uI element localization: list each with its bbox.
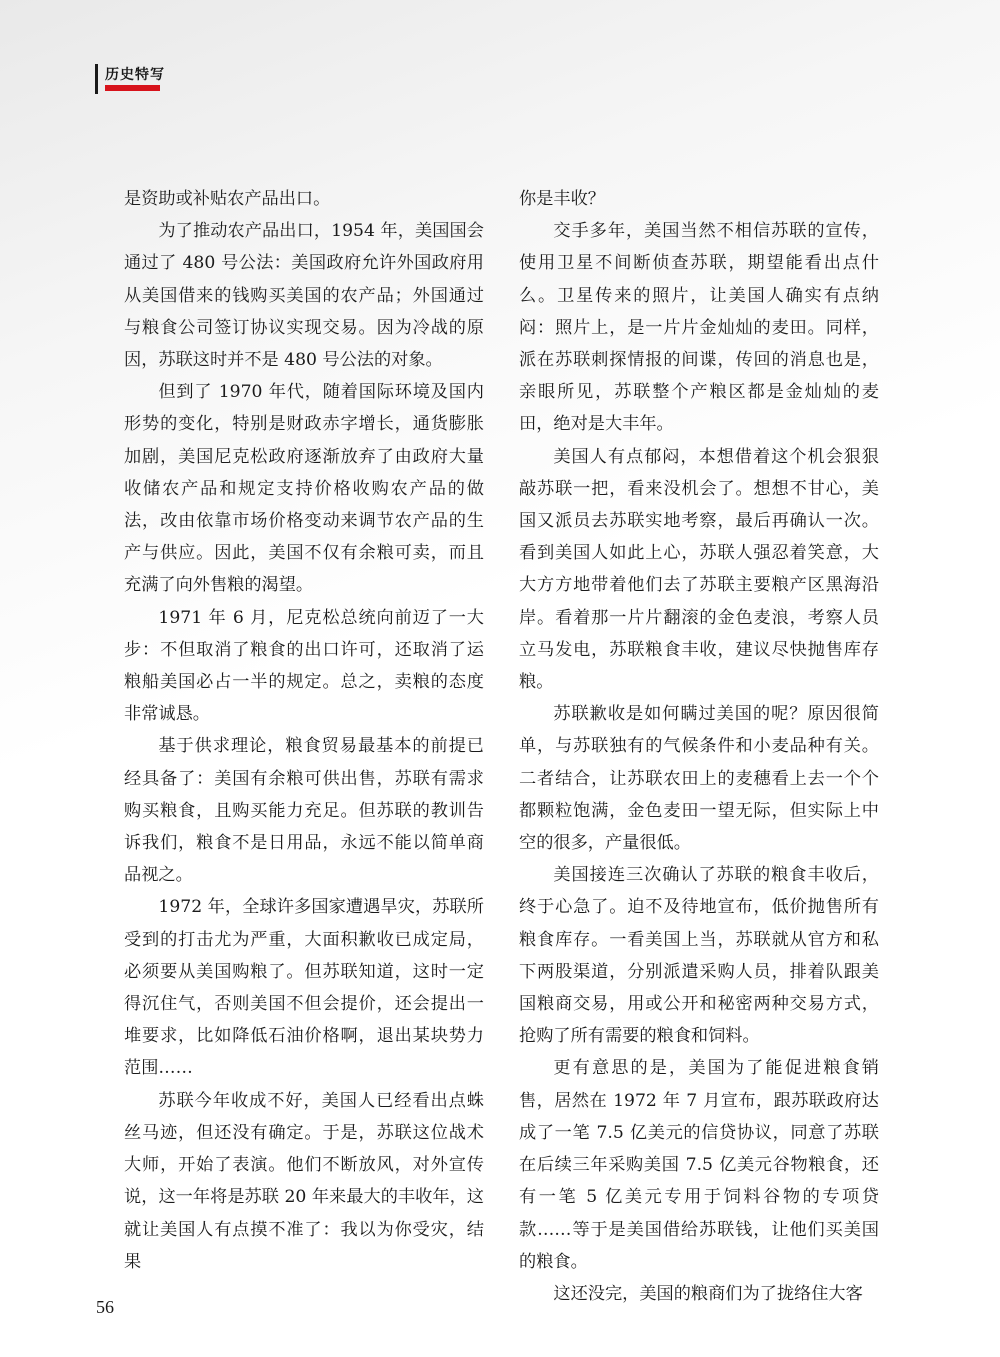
section-title: 历史特写 <box>105 67 165 83</box>
paragraph: 交手多年，美国当然不相信苏联的宣传，使用卫星不间断侦查苏联，期望能看出点什么。卫星传来的照片，让美国人确实有点纳闷：照片上，是一片片金灿灿的麦田。同样，派在苏联刺探情报的间谍，传回的消息也是，亲眼所见，苏联整个产粮区都是金灿灿的麦田，绝对是大丰年。 <box>519 221 879 435</box>
paragraph: 美国接连三次确认了苏联的粮食丰收后，终于心急了。迫不及待地宣布，低价抛售所有粮食库存。一看美国上当，苏联就从官方和私下两股渠道，分别派遣采购人员，排着队跟美国粮商交易，用或公开和秘密两种交易方式，抢购了所有需要的粮食和饲料。 <box>519 865 879 1047</box>
paragraph: 1972 年，全球许多国家遭遇旱灾，苏联所受到的打击尤为严重，大面积歉收已成定局，必须要从美国购粮了。但苏联知道，这时一定得沉住气，否则美国不但会提价，还会提出一堆要求，比如降低石油价格啊，退出某块势力范围…… <box>124 897 484 1079</box>
header-red-underline <box>105 85 160 91</box>
paragraph: 更有意思的是，美国为了能促进粮食销售，居然在 1972 年 7 月宣布，跟苏联政府达成了一笔 7.5 亿美元的信贷协议，同意了苏联在后续三年采购美国 7.5 亿美元谷物粮食，还有一笔 5 亿美元专用于饲料谷物的专项贷款……等于是美国借给苏联钱，让他们买美国的粮食。 <box>519 1058 879 1272</box>
paragraph: 1971 年 6 月，尼克松总统向前迈了一大步：不但取消了粮食的出口许可，还取消了运粮船美国必占一半的规定。总之，卖粮的态度非常诚恳。 <box>124 607 484 725</box>
paragraph: 你是丰收？ <box>519 189 605 209</box>
left-column <box>124 183 484 1278</box>
paragraph: 基于供求理论，粮食贸易最基本的前提已经具备了：美国有余粮可供出售，苏联有需求购买粮食，且购买能力充足。但苏联的教训告诉我们，粮食不是日用品，永远不能以简单商品视之。 <box>124 736 484 886</box>
paragraph: 这还没完，美国的粮商们为了拢络住大客 <box>553 1283 863 1304</box>
right-column <box>519 183 879 1310</box>
header-vertical-bar <box>95 64 98 94</box>
paragraph: 为了推动农产品出口，1954 年，美国国会通过了 480 号公法：美国政府允许外国政府用从美国借来的钱购买美国的农产品；外国通过与粮食公司签订协议实现交易。因为冷战的原因，苏联这时并不是 480 号公法的对象。 <box>124 221 484 371</box>
paragraph: 苏联歉收是如何瞒过美国的呢？原因很简单，与苏联独有的气候条件和小麦品种有关。二者结合，让苏联农田上的麦穗看上去一个个都颗粒饱满，金色麦田一望无际，但实际上中空的很多，产量很低。 <box>519 704 879 854</box>
page-number: 56 <box>96 1297 114 1317</box>
paragraph: 苏联今年收成不好，美国人已经看出点蛛丝马迹，但还没有确定。于是，苏联这位战术大师，开始了表演。他们不断放风，对外宣传说，这一年将是苏联 20 年来最大的丰收年，这就让美国人有点摸不准了：我以为你受灾，结果 <box>124 1090 484 1272</box>
paragraph: 美国人有点郁闷，本想借着这个机会狠狠敲苏联一把，看来没机会了。想想不甘心，美国又派员去苏联实地考察，最后再确认一次。看到美国人如此上心，苏联人强忍着笑意，大大方方地带着他们去了苏联主要粮产区黑海沿岸。看着那一片片翻滚的金色麦浪，考察人员立马发电，苏联粮食丰收，建议尽快抛售库存粮。 <box>519 446 879 693</box>
paragraph: 但到了 1970 年代，随着国际环境及国内形势的变化，特别是财政赤字增长，通货膨胀加剧，美国尼克松政府逐渐放弃了由政府大量收储农产品和规定支持价格收购农产品的做法，改由依靠市场价格变动来调节农产品的生产与供应。因此，美国不仅有余粮可卖，而且充满了向外售粮的渴望。 <box>124 382 484 596</box>
paragraph: 是资助或补贴农产品出口。 <box>124 189 331 209</box>
section-header <box>95 62 165 96</box>
